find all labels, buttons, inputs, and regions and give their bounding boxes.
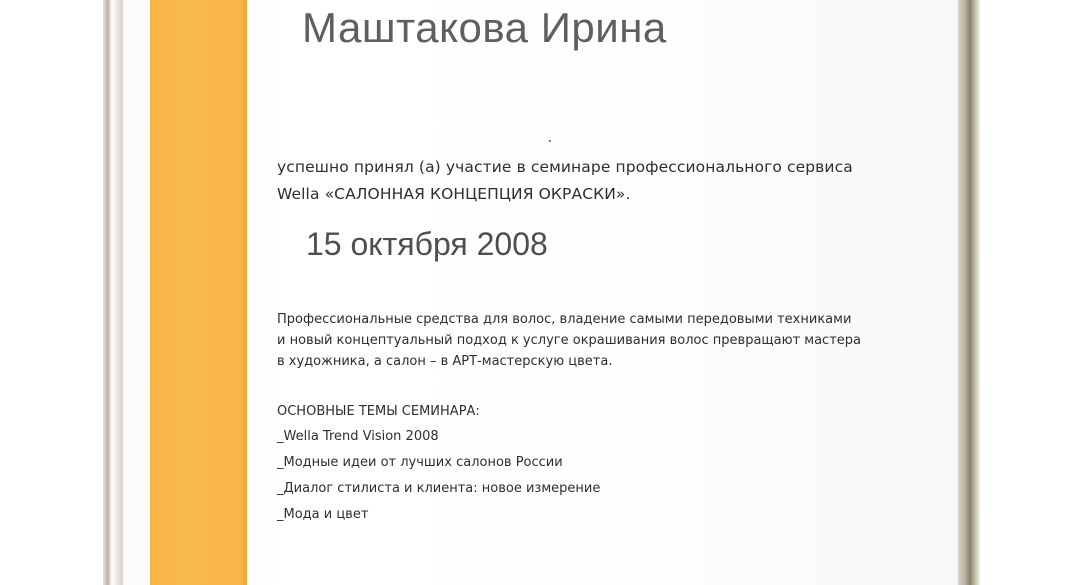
- recipient-name: Маштакова Ирина: [302, 4, 667, 51]
- topic-item: _Wella Trend Vision 2008: [277, 429, 439, 444]
- participation-line-1: успешно принял (а) участие в семинаре профессионального сервиса: [277, 158, 853, 176]
- paper-speck: [549, 140, 551, 142]
- certificate-paper: [123, 0, 958, 585]
- topic-item: _Диалог стилиста и клиента: новое измерение: [277, 481, 601, 496]
- topic-item: _Модные идеи от лучших салонов России: [277, 455, 563, 470]
- background-left: [0, 0, 103, 585]
- orange-accent-band: [150, 0, 247, 585]
- description-line-3: в художника, а салон – в АРТ-мастерскую цвета.: [277, 354, 613, 369]
- description-line-2: и новый концептуальный подход к услуге окрашивания волос превращают мастера: [277, 333, 861, 348]
- participation-line-2: Wella «САЛОННАЯ КОНЦЕПЦИЯ ОКРАСКИ».: [277, 185, 631, 203]
- topic-item: _Мода и цвет: [277, 507, 369, 522]
- seminar-date: 15 октября 2008: [306, 226, 548, 262]
- topics-heading: ОСНОВНЫЕ ТЕМЫ СЕМИНАРА:: [277, 404, 480, 419]
- frame-left-edge: [103, 0, 123, 585]
- description-line-1: Профессиональные средства для волос, владение самыми передовыми техниками: [277, 312, 852, 327]
- frame-right-edge: [958, 0, 980, 585]
- background-right: [980, 0, 1075, 585]
- orange-band-edge: [243, 0, 247, 585]
